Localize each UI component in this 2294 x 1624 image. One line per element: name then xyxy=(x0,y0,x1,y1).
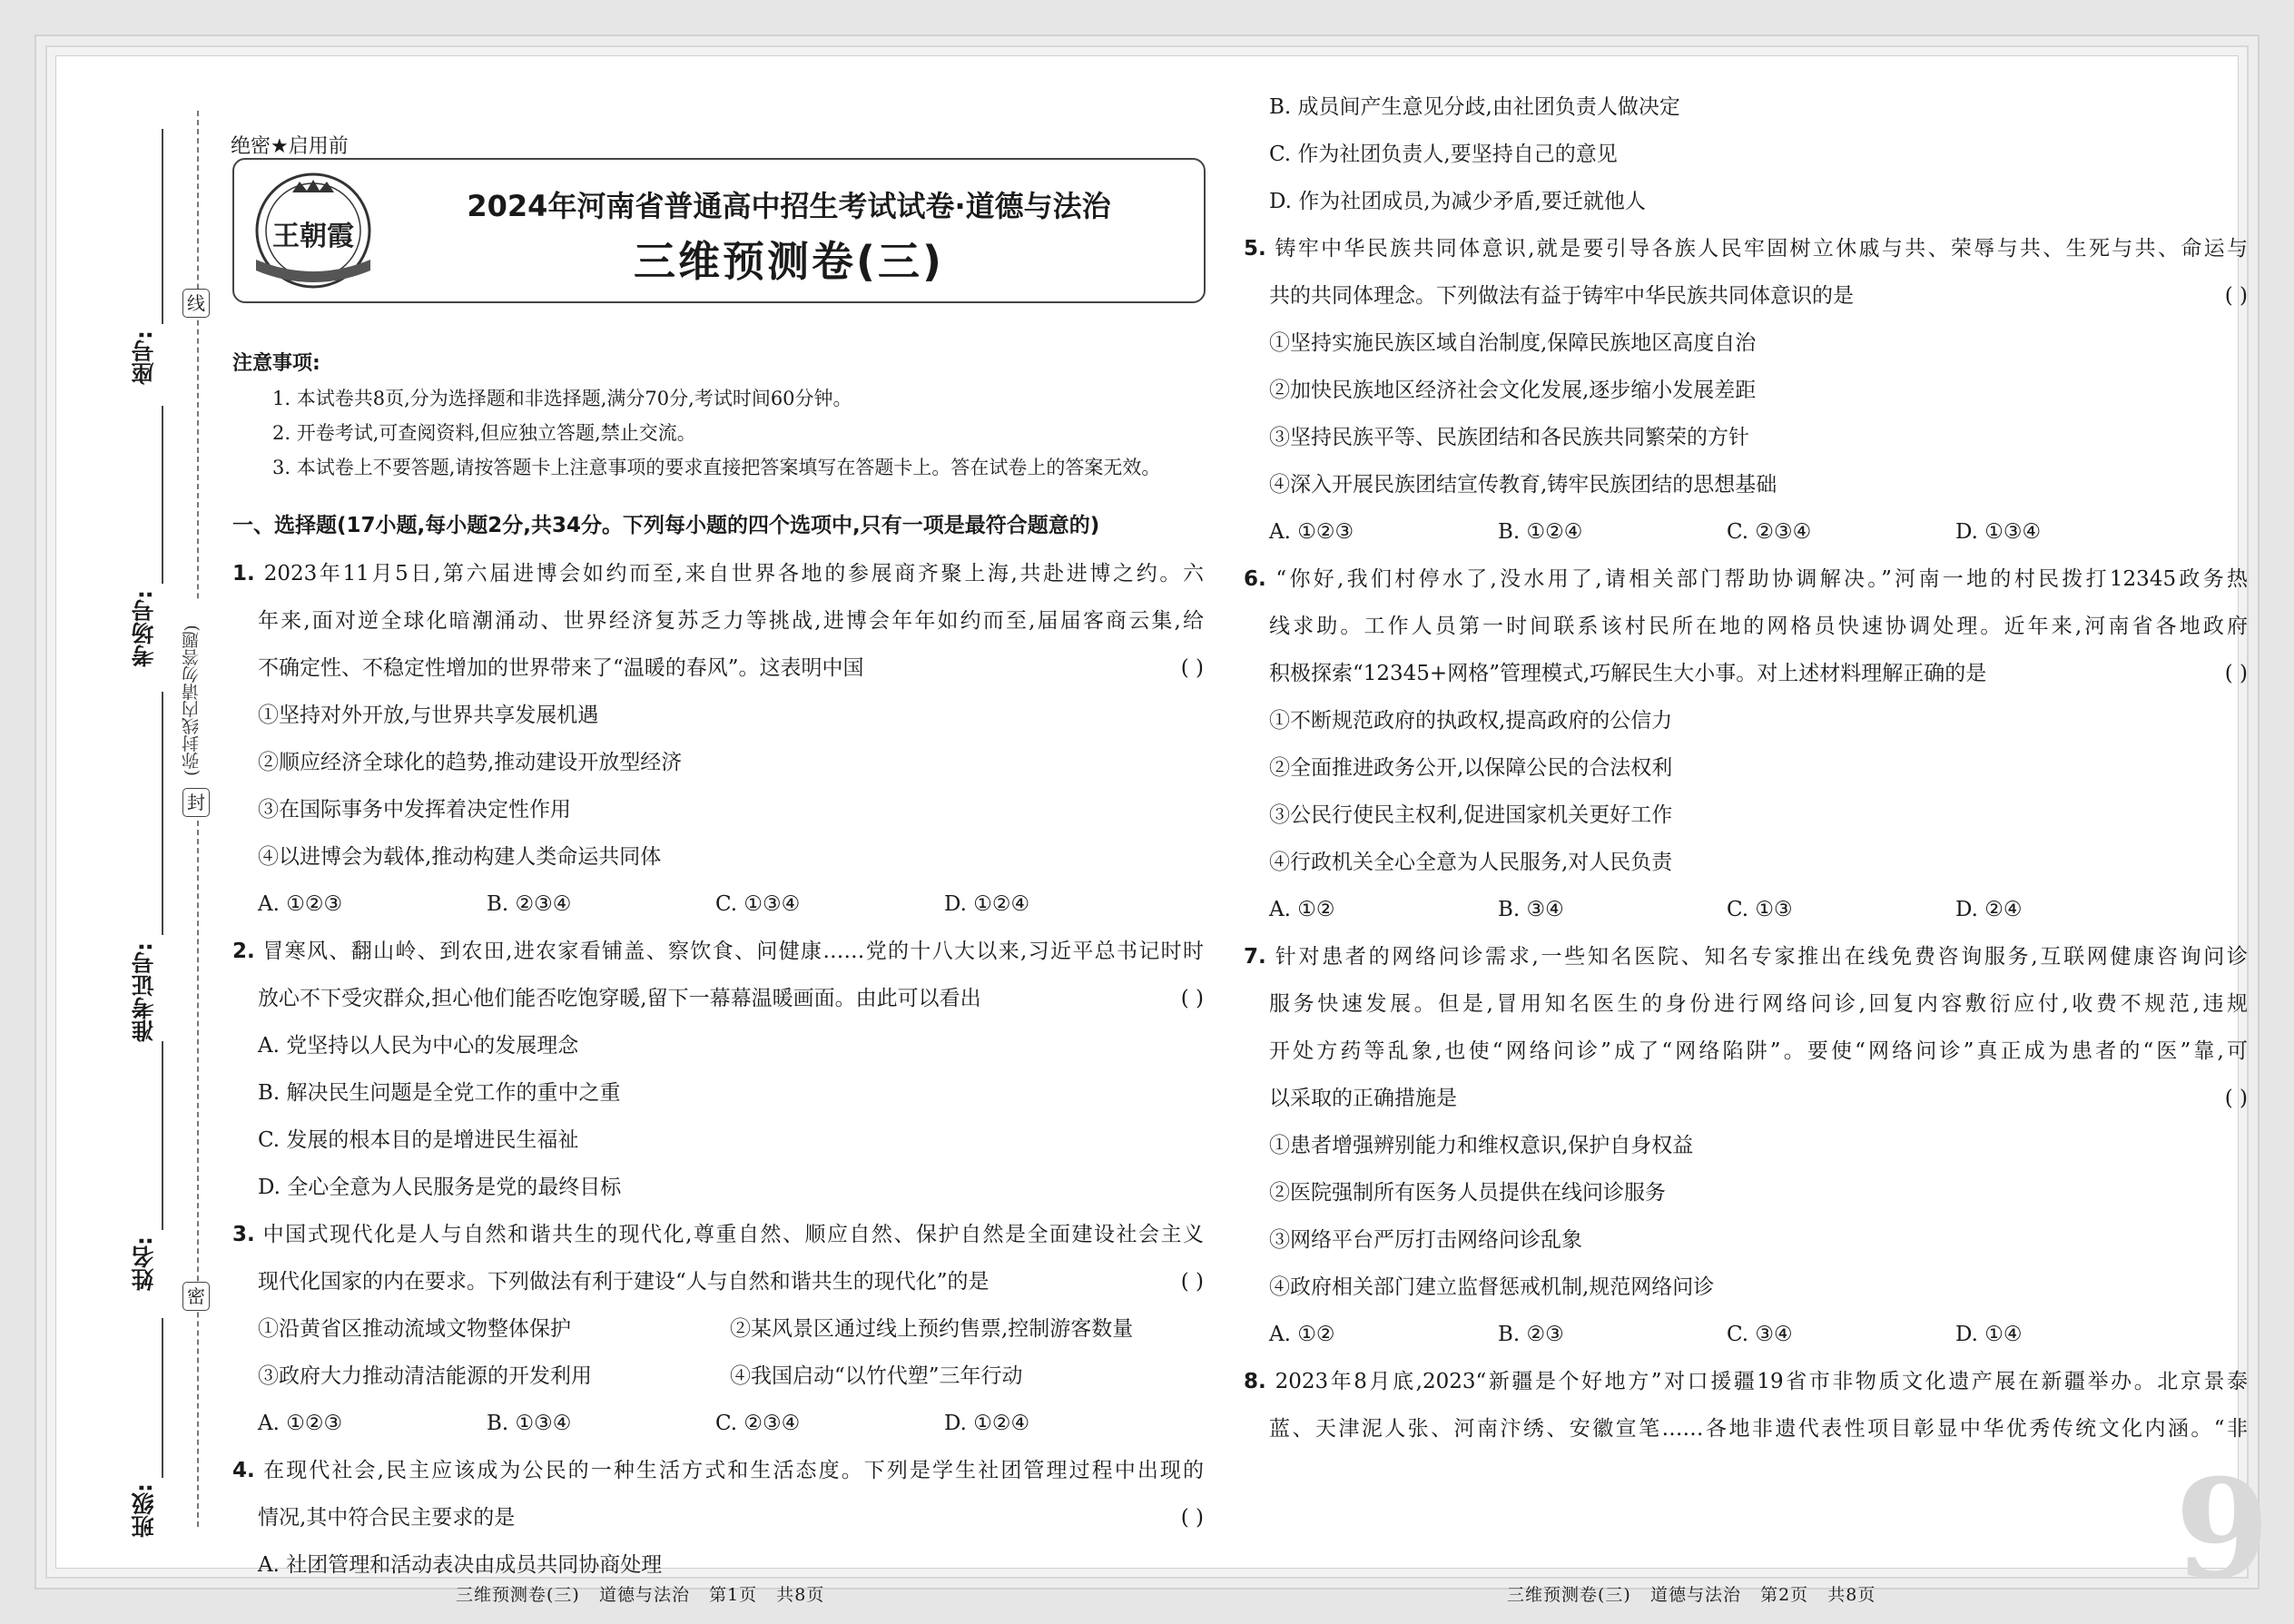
answer-bracket: ( ) xyxy=(2224,1087,2248,1110)
answer-bracket: ( ) xyxy=(1180,987,1204,1010)
q7-statement: ③网络平台严厉打击网络问诊乱象 xyxy=(1269,1228,1582,1252)
q4-line: 情况,其中符合民主要求的是 ( ) xyxy=(232,1494,1204,1541)
notice-item: 2. 开卷考试,可查阅资料,但应独立答题,禁止交流。 xyxy=(272,422,696,444)
q7-line: 7. 针对患者的网络问诊需求,一些知名医院、知名专家推出在线免费咨询服务,互联网健康咨询问诊 xyxy=(1244,945,2249,969)
q2-option: A. 党坚持以人民为中心的发展理念 xyxy=(258,1034,579,1058)
footer-page-2: 三维预测卷(三) 道德与法治 第2页 共8页 xyxy=(1507,1585,1876,1605)
admission-number-line xyxy=(162,692,163,935)
notice-title: 注意事项: xyxy=(232,352,320,375)
admission-number-label: 准考证号: xyxy=(131,942,157,1042)
q3-statements: ①沿黄省区推动流域文物整体保护 ②某风景区通过线上预约售票,控制游客数量 xyxy=(258,1317,1134,1341)
seal-dashed-line xyxy=(197,111,199,1527)
q8-line: 8. 2023年8月底,2023“新疆是个好地方”对口援疆19省市非物质文化遗产展在新疆举办。北京景泰 xyxy=(1244,1370,2249,1393)
q7-line: 服务快速发展。但是,冒用知名医生的身份进行网络问诊,回复内容敷衍应付,收费不规范,违规 xyxy=(1269,992,2248,1016)
section-heading: 一、选择题(17小题,每小题2分,共34分。下列每小题的四个选项中,只有一项是最符合题意的) xyxy=(232,514,1100,537)
q6-options: A. ①② B. ③④ C. ①③ D. ②④ xyxy=(1269,898,2023,921)
q5-statement: ②加快民族地区经济社会文化发展,逐步缩小发展差距 xyxy=(1269,379,1757,402)
notice-item: 3. 本试卷上不要答题,请按答题卡上注意事项的要求直接把答案填写在答题卡上。答在试卷上的答案无效。 xyxy=(272,457,1161,478)
q6-statement: ④行政机关全心全意为人民服务,对人民负责 xyxy=(1269,851,1673,874)
q4-option: C. 作为社团负责人,要坚持自己的意见 xyxy=(1269,143,1618,166)
answer-bracket: ( ) xyxy=(1180,1270,1204,1294)
q1-line: 不确定性、不稳定性增加的世界带来了“温暖的春风”。这表明中国 ( ) xyxy=(232,645,1204,692)
q2-option: D. 全心全意为人民服务是党的最终目标 xyxy=(258,1176,622,1199)
q8-line: 蓝、天津泥人张、河南汴绣、安徽宣笔……各地非遗代表性项目彰显中华优秀传统文化内涵。“非 xyxy=(1269,1417,2248,1441)
title-box xyxy=(232,158,1206,303)
q1-statement: ②顺应经济全球化的趋势,推动建设开放型经济 xyxy=(258,751,683,774)
q5-statement: ③坚持民族平等、民族团结和各民族共同繁荣的方针 xyxy=(1269,426,1749,449)
q1-line: 1. 2023年11月5日,第六届进博会如约而至,来自世界各地的参展商齐聚上海,共赴进博之约。六 xyxy=(232,562,1204,586)
q6-line: 6. “你好,我们村停水了,没水用了,请相关部门帮助协调解决。”河南一地的村民拨打12345政务热 xyxy=(1244,567,2248,591)
q4-line: 4. 在现代社会,民主应该成为公民的一种生活方式和生活态度。下列是学生社团管理过程中出现的 xyxy=(232,1459,1205,1482)
q6-statement: ②全面推进政务公开,以保障公民的合法权利 xyxy=(1269,756,1673,780)
q1-statement: ①坚持对外开放,与世界共享发展机遇 xyxy=(258,704,599,727)
q6-line: 线求助。工作人员第一时间联系该村民所在地的网格员快速协调处理。近年来,河南省各地政府 xyxy=(1269,615,2248,638)
q7-line: 开处方药等乱象,也使“网络问诊”成了“网络陷阱”。要使“网络问诊”真正成为患者的“医”靠,可 xyxy=(1269,1039,2248,1063)
q3-options: A. ①②③ B. ①③④ C. ②③④ D. ①②④ xyxy=(258,1412,1030,1435)
q5-options: A. ①②③ B. ①②④ C. ②③④ D. ①③④ xyxy=(1269,520,2042,544)
q7-options: A. ①② B. ②③ C. ③④ D. ①④ xyxy=(1269,1323,2023,1346)
q5-line: 共的共同体理念。下列做法有益于铸牢中华民族共同体意识的是 ( ) xyxy=(1244,272,2248,320)
q3-line: 现代化国家的内在要求。下列做法有利于建设“人与自然和谐共生的现代化”的是 ( ) xyxy=(232,1258,1204,1305)
q3-statements: ③政府大力推动清洁能源的开发利用 ④我国启动“以竹代塑”三年行动 xyxy=(258,1364,1023,1388)
answer-bracket: ( ) xyxy=(2224,284,2248,308)
q1-line: 年来,面对逆全球化暗潮涌动、世界经济复苏乏力等挑战,进博会年年如约而至,届届客商云集,给 xyxy=(258,609,1204,633)
q4-option: B. 成员间产生意见分歧,由社团负责人做决定 xyxy=(1269,95,1680,119)
q1-options: A. ①②③ B. ②③④ C. ①③④ D. ①②④ xyxy=(258,892,1030,916)
exam-sheet xyxy=(56,56,2270,1609)
exam-title: 2024年河南省普通高中招生考试试卷·道德与法治 xyxy=(467,189,1111,223)
q2-option: C. 发展的根本目的是增进民生福祉 xyxy=(258,1128,579,1152)
confidential-mark: 绝密★启用前 xyxy=(231,135,349,158)
q7-statement: ①患者增强辨别能力和维权意识,保护自身权益 xyxy=(1269,1134,1694,1157)
class-line xyxy=(162,1318,163,1478)
q7-line: 以采取的正确措施是 ( ) xyxy=(1244,1075,2248,1122)
name-line xyxy=(162,1041,163,1230)
seal-hint: (弥封线内请勿答题) xyxy=(182,601,209,801)
q6-statement: ③公民行使民主权利,促进国家机关更好工作 xyxy=(1269,803,1673,827)
seal-mark-seal: 封 xyxy=(182,788,210,817)
q6-line: 积极探索“12345+网格”管理模式,巧解民生大小事。对上述材料理解正确的是 ( ) xyxy=(1244,650,2248,697)
publisher-logo xyxy=(252,171,374,290)
q5-line: 5. 铸牢中华民族共同体意识,就是要引导各族人民牢固树立休戚与共、荣辱与共、生死与共、命运与 xyxy=(1244,237,2249,261)
left-column xyxy=(232,550,1204,1589)
q5-statement: ④深入开展民族团结宣传教育,铸牢民族团结的思想基础 xyxy=(1269,473,1777,497)
q7-statement: ②医院强制所有医务人员提供在线问诊服务 xyxy=(1269,1181,1666,1205)
q4-option: A. 社团管理和活动表决由成员共同协商处理 xyxy=(258,1553,663,1577)
notice-block xyxy=(232,347,1160,485)
class-label: 班级: xyxy=(131,1483,157,1538)
q5-statement: ①坚持实施民族区域自治制度,保障民族地区高度自治 xyxy=(1269,331,1757,355)
q7-statement: ④政府相关部门建立监督惩戒机制,规范网络问诊 xyxy=(1269,1275,1715,1299)
q6-statement: ①不断规范政府的执政权,提高政府的公信力 xyxy=(1269,709,1673,733)
seat-number-line xyxy=(162,129,163,324)
footer-page-1: 三维预测卷(三) 道德与法治 第1页 共8页 xyxy=(456,1585,825,1605)
q2-line: 放心不下受灾群众,担心他们能否吃饱穿暖,留下一幕幕温暖画面。由此可以看出 ( ) xyxy=(232,975,1204,1022)
page-watermark: 9 xyxy=(2175,1450,2270,1609)
answer-bracket: ( ) xyxy=(1180,1506,1204,1530)
q1-statement: ④以进博会为载体,推动构建人类命运共同体 xyxy=(258,845,662,869)
answer-bracket: ( ) xyxy=(1180,656,1204,680)
right-column xyxy=(1244,84,2248,1452)
q4-option: D. 作为社团成员,为减少矛盾,要迁就他人 xyxy=(1269,190,1646,213)
answer-bracket: ( ) xyxy=(2224,662,2248,685)
seal-mark-secret: 密 xyxy=(182,1282,210,1311)
notice-item: 1. 本试卷共8页,分为选择题和非选择题,满分70分,考试时间60分钟。 xyxy=(272,388,852,409)
q3-line: 3. 中国式现代化是人与自然和谐共生的现代化,尊重自然、顺应自然、保护自然是全面建设社会主义 xyxy=(232,1223,1205,1246)
exam-room-label: 考场号: xyxy=(131,590,157,667)
q2-line: 2. 冒寒风、翻山岭、到农田,进农家看铺盖、察饮食、问健康……党的十八大以来,习近平总书记时时 xyxy=(232,940,1205,963)
name-label: 姓名: xyxy=(131,1236,157,1291)
logo-text: 王朝霞 xyxy=(272,221,354,252)
q1-statement: ③在国际事务中发挥着决定性作用 xyxy=(258,798,571,822)
exam-subtitle: 三维预测卷(三) xyxy=(633,237,945,286)
seal-mark-line: 线 xyxy=(182,289,210,318)
exam-room-line xyxy=(162,406,163,584)
seat-number-label: 座号: xyxy=(131,330,157,385)
q2-option: B. 解决民生问题是全党工作的重中之重 xyxy=(258,1081,621,1105)
